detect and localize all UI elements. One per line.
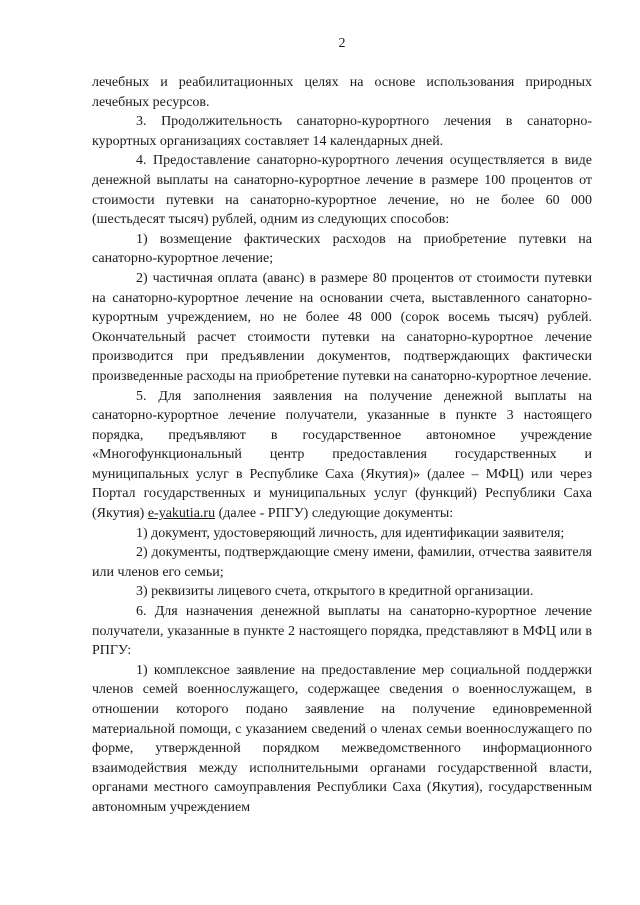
subitem-5-1: 1) документ, удостоверяющий личность, для идентификации заявителя; (136, 525, 565, 541)
item-5-text-after: (далее - РПГУ) следующие документы: (215, 506, 454, 522)
paragraph-item-4: 4. Предоставление санаторно-курортного лечения осуществляется в виде денежной выплаты на санаторно-курортное лечение в размере 100 процентов от стоимости путевки на санаторно-курортное лечение, но не более 60 000 (шестьдесят тысяч) рублей, одним из следующих способов: (92, 153, 592, 228)
portal-link[interactable]: e-yakutia.ru (147, 506, 216, 522)
subitem-5-2: 2) документы, подтверждающие смену имени, фамилии, отчества заявителя или членов его семьи; (92, 545, 592, 580)
paragraph-continuation: лечебных и реабилитационных целях на основе использования природных лечебных ресурсов. (92, 75, 592, 110)
subitem-4-2: 2) частичная оплата (аванс) в размере 80 процентов от стоимости путевки на санаторно-курортное лечение на основании счета, выставленного санаторно-курортным учреждением, но не более 48 000 (сорок восемь тысяч) рублей. Окончательный расчет стоимости путевки на санаторно-курортное лечение производится при предъявлении документов, подтверждающих фактически произведенные расходы на приобретение путевки на санаторно-курортное лечение. (92, 270, 592, 384)
subitem-5-3: 3) реквизиты лицевого счета, открытого в кредитной организации. (136, 584, 534, 600)
item-5-text-before: 5. Для заполнения заявления на получение денежной выплаты на санаторно-курортное лечение получатели, указанные в пункте 3 настоящего порядка, предъявляют в государственное автономное учреждение «Многофункциональный центр предоставления государственных и муниципальных услуг в Республике Саха (Якутия)» (далее – МФЦ) или через Портал государственных и муниципальных услуг (функций) Республики Саха (Якутия) (92, 388, 592, 522)
subitem-6-1: 1) комплексное заявление на предоставление мер социальной поддержки членов семей военнослужащего, содержащее сведения о военнослужащем, в отношении которого подано заявление на получение единовременной материальной помощи, с указанием сведений о членах семьи военнослужащего по форме, утвержденной порядком межведомственного информационного взаимодействия между исполнительными органами государственной власти, органами местного самоуправления Республики Саха (Якутия), государственным автономным учреждением (92, 662, 592, 815)
paragraph-item-5 (92, 387, 592, 524)
paragraph-item-3: 3. Продолжительность санаторно-курортного лечения в санаторно-курортных организациях составляет 14 календарных дней. (92, 114, 592, 149)
paragraph-item-6: 6. Для назначения денежной выплаты на санаторно-курортное лечение получатели, указанные в пункте 2 настоящего порядка, представляют в МФЦ или в РПГУ: (92, 604, 592, 659)
subitem-4-1: 1) возмещение фактических расходов на приобретение путевки на санаторно-курортное лечение; (92, 231, 592, 267)
page-number: 2 (338, 36, 346, 51)
